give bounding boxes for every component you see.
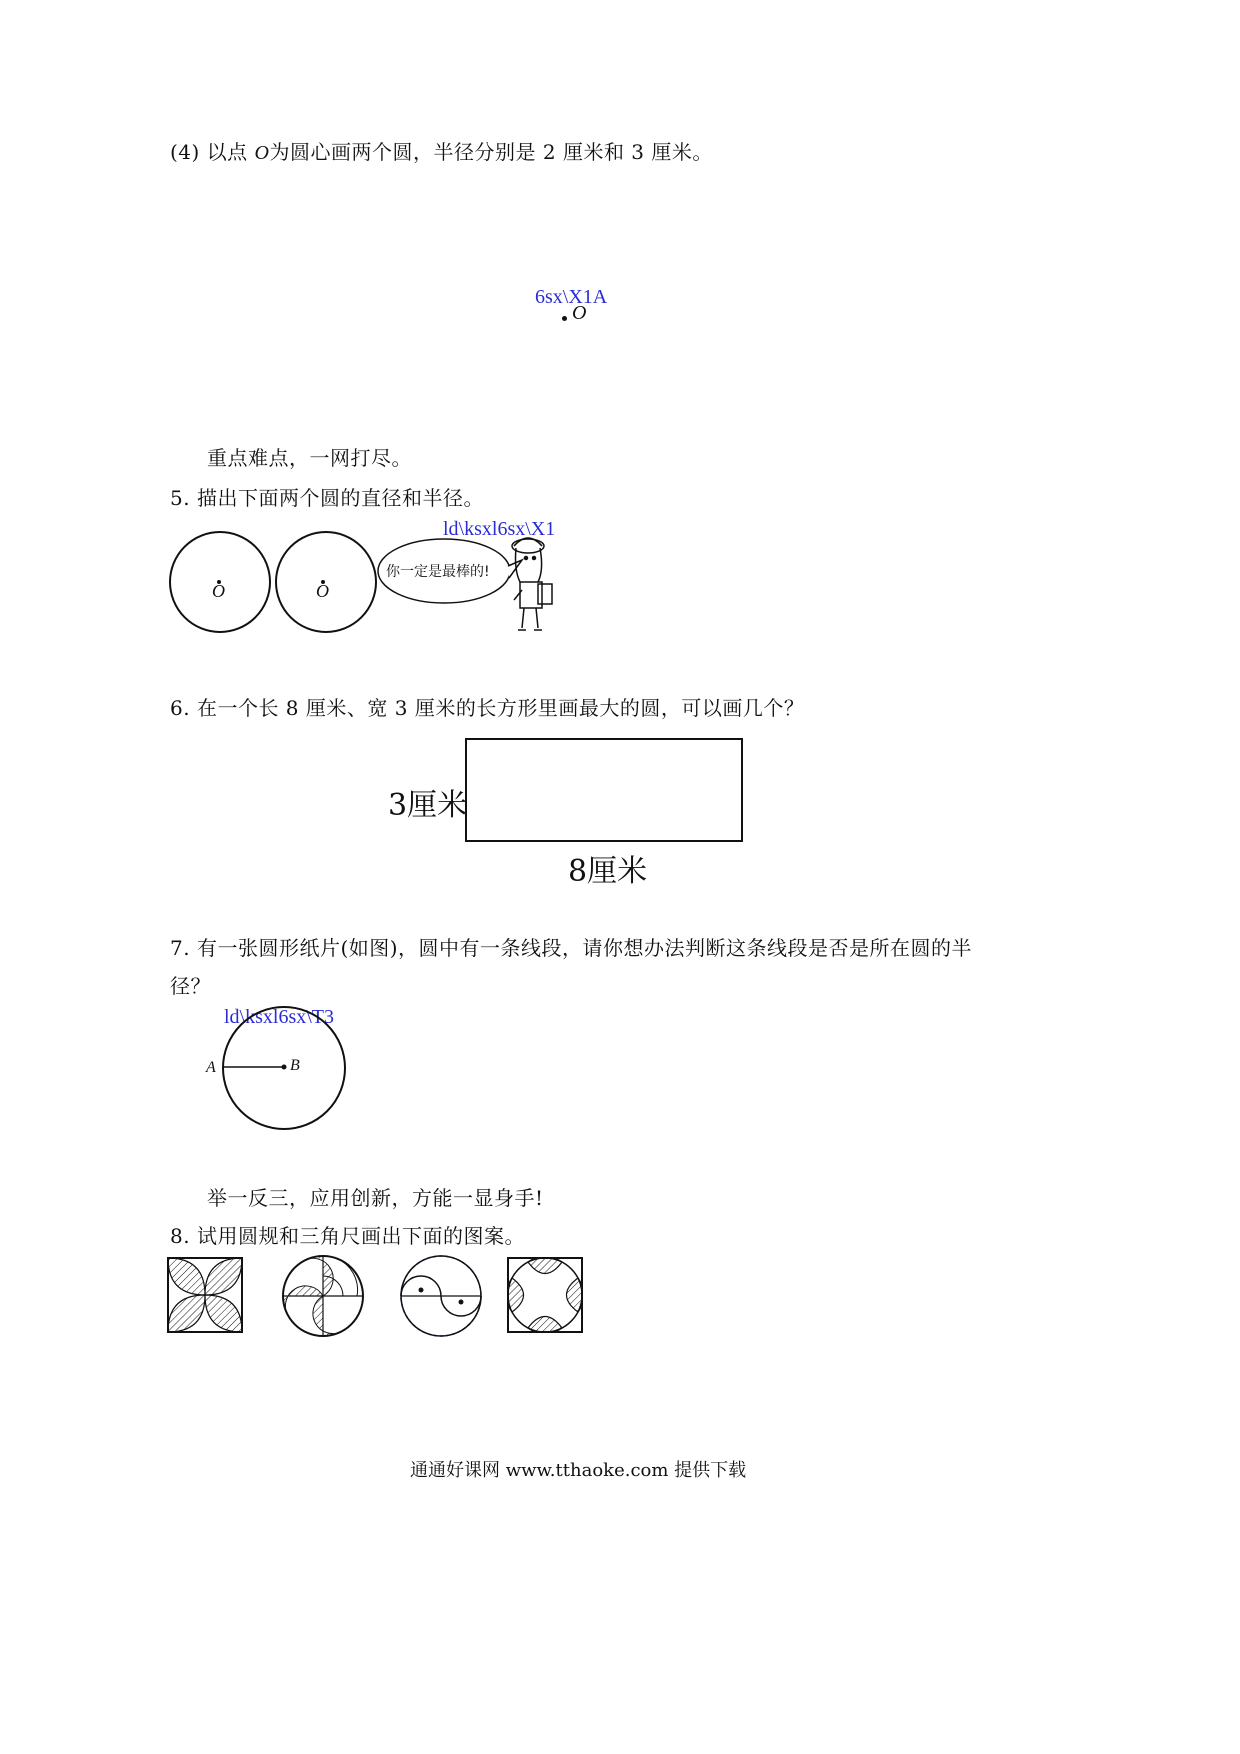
- point-b-label: B: [290, 1057, 300, 1074]
- question-5: 5. 描出下面两个圆的直径和半径。: [170, 486, 484, 510]
- footer-text: 通通好课网 www.tthaoke.com 提供下载: [410, 1460, 747, 1481]
- question-7-line-1: 7. 有一张圆形纸片(如图)，圆中有一条线段，请你想办法判断这条线段是否是所在圆的半: [170, 936, 973, 960]
- pattern-s-curve-circle: [401, 1256, 481, 1336]
- rectangle-width-label: 3厘米: [388, 788, 468, 823]
- circle-2-center-label: O: [316, 581, 329, 601]
- circle-1-center-label: O: [212, 581, 225, 601]
- question-4: (4) 以点 O为圆心画两个圆，半径分别是 2 厘米和 3 厘米。: [170, 140, 713, 164]
- resource-code-q5: ld\ksxl6sx\X1: [443, 518, 556, 540]
- rectangle-length-label: 8厘米: [568, 854, 648, 889]
- point-a-label: A: [206, 1059, 216, 1076]
- section-heading-1: 重点难点，一网打尽。: [207, 446, 412, 470]
- question-6: 6. 在一个长 8 厘米、宽 3 厘米的长方形里画最大的圆，可以画几个？: [170, 696, 805, 720]
- speech-bubble-text: 你一定是最棒的!: [386, 564, 490, 580]
- section-heading-2: 举一反三，应用创新，方能一显身手!: [207, 1186, 544, 1210]
- pattern-four-petals: [168, 1258, 242, 1332]
- pattern-concave-star: [506, 1256, 584, 1334]
- question-7-line-2: 径？: [170, 974, 211, 998]
- resource-code-q4: 6sx\X1A: [535, 286, 608, 308]
- question-8: 8. 试用圆规和三角尺画出下面的图案。: [170, 1224, 525, 1248]
- resource-code-q7: ld\ksxl6sx\T3: [224, 1006, 335, 1028]
- center-point-label: O: [572, 302, 587, 324]
- point-o-label: O: [254, 142, 270, 164]
- pattern-circle-quarters: [283, 1256, 363, 1336]
